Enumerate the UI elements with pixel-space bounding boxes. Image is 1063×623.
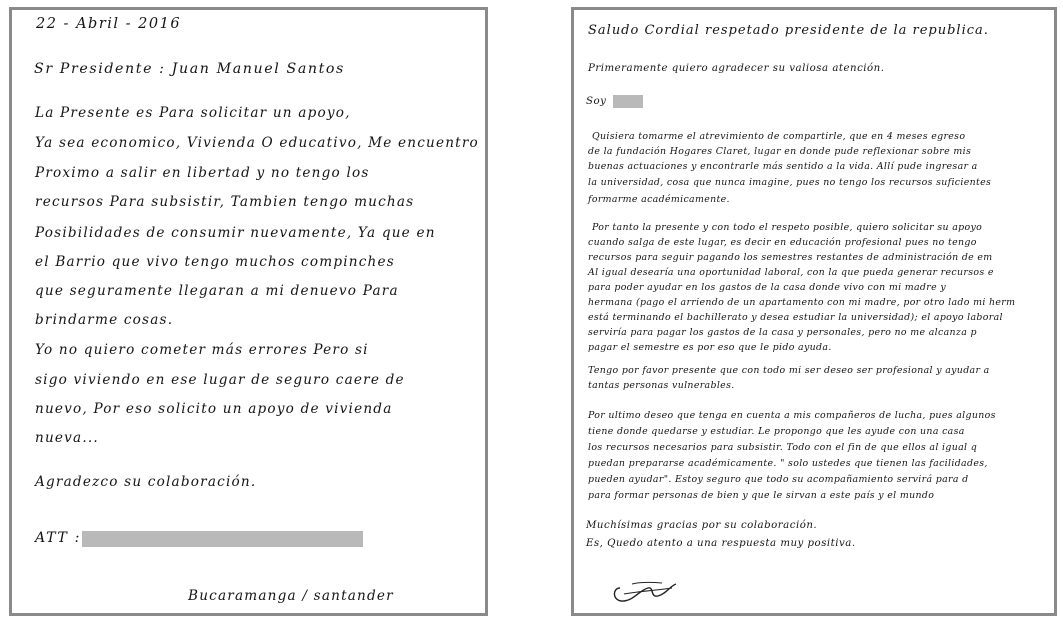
redacted-name-box — [82, 531, 363, 547]
thanks-line: Agradezco su colaboración. — [35, 474, 257, 490]
letter-line: está terminando el bachillerato y desea estudiar la universidad); el apoyo laboral — [588, 312, 1003, 323]
letter-line: para formar personas de bien y que le sirvan a este país y el mundo — [588, 490, 935, 501]
letter-date: 22 - Abril - 2016 — [36, 16, 182, 32]
letter-line: la universidad, cosa que nunca imagine, pues no tengo los recursos suficientes — [588, 177, 992, 188]
greeting: Saludo Cordial respetado presidente de la republica. — [588, 23, 989, 38]
att-label: ATT : — [35, 530, 81, 546]
letter-line: recursos Para subsistir, Tambien tengo muchas — [35, 194, 415, 210]
intro-line: Primeramente quiero agradecer su valiosa atención. — [588, 63, 885, 74]
letter-line: Por ultimo deseo que tenga en cuenta a mis compañeros de lucha, pues algunos — [588, 410, 996, 421]
letter-line: Al igual desearía una oportunidad laboral, con la que pueda generar recursos e — [588, 267, 994, 278]
letter-line: para poder ayudar en los gastos de la casa donde vivo con mi madre y — [588, 282, 946, 293]
letter-line: puedan prepararse académicamente. " solo ustedes que tienen las facilidades, — [588, 458, 988, 469]
soy-label: Soy — [586, 96, 607, 107]
letter-line: La Presente es Para solicitar un apoyo, — [35, 105, 351, 121]
letter-line: Por tanto la presente y con todo el respeto posible, quiero solicitar su apoyo — [592, 222, 983, 233]
letter-line: el Barrio que vivo tengo muchos compinches — [35, 254, 395, 270]
redacted-name-box — [613, 95, 643, 108]
letter-left — [9, 7, 488, 616]
letter-right — [571, 7, 1057, 616]
letter-line: Proximo a salir en libertad y no tengo los — [35, 165, 370, 181]
letter-line: Tengo por favor presente que con todo mi ser deseo ser profesional y ayudar a — [588, 365, 990, 376]
letter-line: recursos para seguir pagando los semestres restantes de administración de em — [588, 252, 993, 263]
letter-line: formarme académicamente. — [588, 194, 730, 205]
letter-line: serviría para pagar los gastos de la casa y personales, pero no me alcanza p — [588, 327, 977, 338]
letter-line: tantas personas vulnerables. — [588, 380, 735, 391]
signature-scribble — [610, 574, 680, 606]
letter-line: hermana (pago el arriendo de un apartamento con mi madre, por otro lado mi herm — [588, 297, 1016, 308]
letter-line: buenas actuaciones y encontrarle más sentido a la vida. Allí pude ingresar a — [588, 161, 978, 172]
letter-line: Yo no quiero cometer más errores Pero si — [35, 342, 369, 358]
letter-line: sigo viviendo en ese lugar de seguro caere de — [35, 372, 405, 388]
letter-line: tiene donde quedarse y estudiar. Le propongo que les ayude con una casa — [588, 426, 965, 437]
letter-line: que seguramente llegaran a mi denuevo Para — [35, 283, 399, 299]
place-line: Bucaramanga / santander — [188, 588, 394, 604]
salutation: Sr Presidente : Juan Manuel Santos — [34, 61, 345, 77]
letter-line: cuando salga de este lugar, es decir en educación profesional pues no tengo — [588, 237, 977, 248]
letter-line: brindarme cosas. — [35, 312, 174, 328]
letter-line: Ya sea economico, Vivienda O educativo, Me encuentro — [35, 135, 479, 151]
letter-line: de la fundación Hogares Claret, lugar en donde pude reflexionar sobre mis — [588, 146, 972, 157]
letter-line: Posibilidades de consumir nuevamente, Ya que en — [35, 225, 436, 241]
letter-line: pueden ayudar". Estoy seguro que todo su acompañamiento servirá para d — [588, 474, 969, 485]
closing-line: Muchísimas gracias por su colaboración. — [586, 520, 818, 531]
closing-line: Es, Quedo atento a una respuesta muy positiva. — [586, 538, 856, 549]
letter-line: nueva... — [35, 430, 99, 446]
letter-line: los recursos necesarios para subsistir. Todo con el fin de que ellos al igual q — [588, 442, 978, 453]
letter-line: Quisiera tomarme el atrevimiento de compartirle, que en 4 meses egreso — [592, 131, 966, 142]
letter-line: pagar el semestre es por eso que le pido ayuda. — [588, 342, 832, 353]
letter-line: nuevo, Por eso solicito un apoyo de vivienda — [35, 401, 393, 417]
